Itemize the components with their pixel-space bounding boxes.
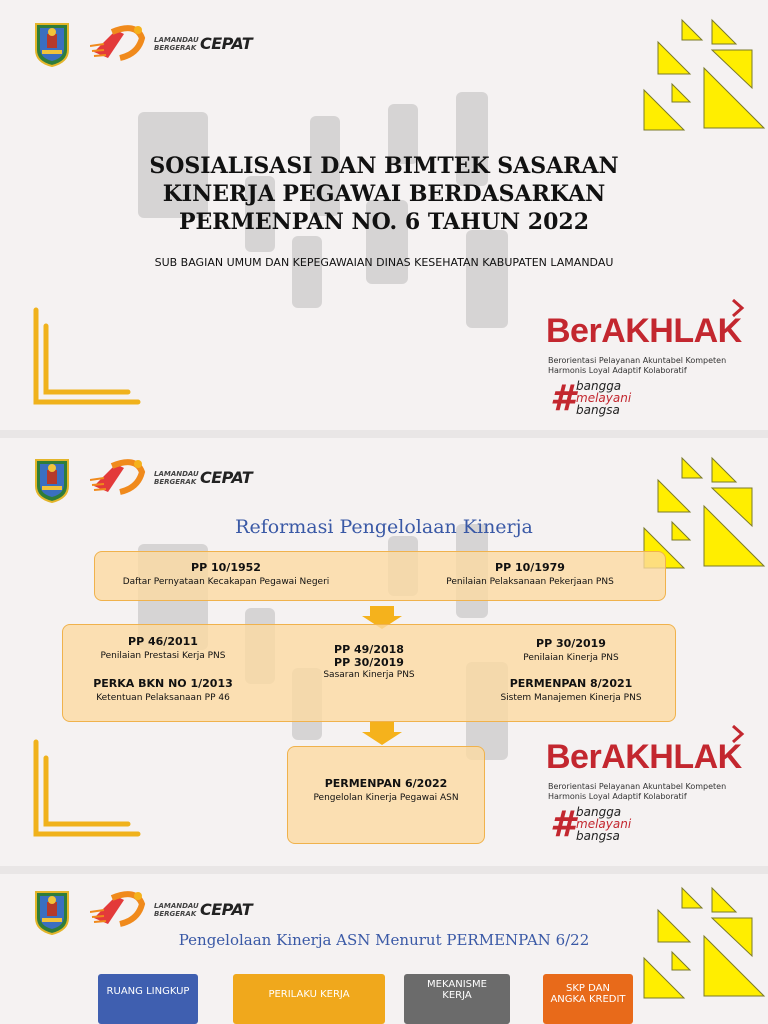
tagline-line1: Berorientasi Pelayanan Akuntabel Kompeten bbox=[548, 782, 727, 791]
regulation-number: PERKA BKN NO 1/2013 bbox=[93, 677, 233, 690]
slide2-title: Reformasi Pengelolaan Kinerja bbox=[235, 516, 533, 538]
logo-brand: CEPAT bbox=[200, 34, 253, 53]
slide-2 bbox=[0, 438, 768, 866]
logo-line1: LAMANDAU bbox=[154, 902, 199, 910]
berakhlak-word: BerAKHLAK bbox=[546, 738, 742, 776]
regulation-item bbox=[415, 561, 645, 587]
logo-text bbox=[154, 36, 199, 52]
logo-brand: CEPAT bbox=[200, 900, 253, 919]
berakhlak-word: BerAKHLAK bbox=[546, 312, 742, 350]
lamandau-emblem-icon bbox=[32, 456, 72, 504]
tab-perilaku-kerja[interactable] bbox=[233, 974, 385, 1024]
berakhlak-logo bbox=[546, 724, 746, 854]
logo-mark-icon bbox=[90, 24, 154, 64]
triangle-decoration-icon bbox=[640, 884, 768, 1024]
lamandau-cepat-logo bbox=[90, 24, 253, 60]
regulation-box-row2 bbox=[62, 624, 676, 722]
tab-label: SKP DAN bbox=[566, 983, 610, 994]
logo-mark-icon bbox=[90, 890, 154, 930]
logo-line2: BERGERAK bbox=[154, 478, 197, 486]
regulation-item bbox=[111, 561, 341, 587]
tagline-line2: Harmonis Loyal Adaptif Kolaboratif bbox=[548, 792, 687, 801]
lamandau-cepat-logo bbox=[90, 890, 253, 926]
bangga-melayani-bangsa bbox=[576, 806, 631, 842]
tab-label-line2: KERJA bbox=[442, 990, 472, 1001]
regulation-number: PP 10/1952 bbox=[191, 561, 261, 574]
down-arrow-icon bbox=[360, 722, 404, 746]
regulation-item bbox=[481, 677, 661, 703]
regulation-box-row1 bbox=[94, 551, 666, 601]
regulation-description: Penilaian Kinerja PNS bbox=[523, 653, 619, 663]
bangsa-text: bangsa bbox=[576, 403, 620, 417]
regulation-item bbox=[296, 777, 476, 803]
regulation-item bbox=[279, 643, 459, 680]
slide1-title-line2: KINERJA PEGAWAI BERDASARKAN bbox=[162, 181, 606, 207]
tab-mekanisme-kerja[interactable] bbox=[404, 974, 510, 1024]
slide-3 bbox=[0, 874, 768, 1024]
regulation-description: Daftar Pernyataan Kecakapan Pegawai Negeri bbox=[122, 577, 330, 587]
tab-label: RUANG LINGKUP bbox=[106, 986, 190, 997]
regulation-number: PERMENPAN 6/2022 bbox=[324, 777, 448, 790]
lamandau-emblem-icon bbox=[32, 20, 72, 68]
logo-brand: CEPAT bbox=[200, 468, 253, 487]
regulation-number: PERMENPAN 8/2021 bbox=[509, 677, 633, 690]
slide1-title-line1: SOSIALISASI DAN BIMTEK SASARAN bbox=[149, 153, 619, 179]
slide3-title: Pengelolaan Kinerja ASN Menurut PERMENPAN 6/22 bbox=[178, 931, 590, 949]
bracket-decoration-icon bbox=[30, 738, 150, 850]
melayani-text: melayani bbox=[576, 817, 632, 831]
triangle-decoration-icon bbox=[640, 16, 768, 140]
logo-line2: BERGERAK bbox=[154, 910, 197, 918]
melayani-text: melayani bbox=[576, 391, 632, 405]
slide-1 bbox=[0, 0, 768, 430]
slide1-subtitle: SUB BAGIAN UMUM DAN KEPEGAWAIAN DINAS KESEHATAN KABUPATEN LAMANDAU bbox=[154, 256, 614, 269]
bg-shape bbox=[466, 230, 508, 328]
lamandau-emblem-icon bbox=[32, 888, 72, 936]
regulation-description: Pengelolan Kinerja Pegawai ASN bbox=[313, 793, 459, 803]
regulation-description: Sistem Manajemen Kinerja PNS bbox=[500, 693, 642, 703]
regulation-description: Penilaian Pelaksanaan Pekerjaan PNS bbox=[446, 577, 614, 587]
tagline-line1: Berorientasi Pelayanan Akuntabel Kompeten bbox=[548, 356, 727, 365]
bracket-decoration-icon bbox=[30, 306, 150, 418]
regulation-description: Penilaian Prestasi Kerja PNS bbox=[100, 651, 226, 661]
tab-label-line2: ANGKA KREDIT bbox=[550, 994, 626, 1005]
logo-line1: LAMANDAU bbox=[154, 36, 199, 44]
bangga-text: bangga bbox=[576, 379, 622, 393]
logo-text bbox=[154, 902, 199, 918]
tab-ruang-lingkup[interactable] bbox=[98, 974, 198, 1024]
tab-skp-angka-kredit[interactable] bbox=[543, 974, 633, 1024]
slide1-title-line3: PERMENPAN NO. 6 TAHUN 2022 bbox=[178, 209, 590, 235]
berakhlak-logo bbox=[546, 298, 746, 428]
tagline-line2: Harmonis Loyal Adaptif Kolaboratif bbox=[548, 366, 687, 375]
regulation-box-row3 bbox=[287, 746, 485, 844]
regulation-number: PP 30/2019 bbox=[334, 656, 404, 669]
bg-shape bbox=[292, 236, 322, 308]
logo-line1: LAMANDAU bbox=[154, 470, 199, 478]
logo-mark-icon bbox=[90, 458, 154, 498]
regulation-description: Ketentuan Pelaksanaan PP 46 bbox=[96, 693, 230, 703]
tab-label: PERILAKU KERJA bbox=[268, 989, 350, 1000]
regulation-number: PP 49/2018 bbox=[334, 643, 404, 656]
regulation-item bbox=[73, 677, 253, 703]
bangga-text: bangga bbox=[576, 805, 622, 819]
bangsa-text: bangsa bbox=[576, 829, 620, 843]
hashtag-mark: # bbox=[550, 378, 576, 419]
berakhlak-tagline bbox=[548, 356, 726, 376]
logo-text bbox=[154, 470, 199, 486]
logo-line2: BERGERAK bbox=[154, 44, 197, 52]
berakhlak-tagline bbox=[548, 782, 726, 802]
regulation-number: PP 30/2019 bbox=[536, 637, 606, 650]
regulation-item bbox=[73, 635, 253, 661]
hashtag-mark: # bbox=[550, 804, 576, 845]
tab-label: MEKANISME bbox=[427, 979, 487, 990]
regulation-number: PP 46/2011 bbox=[128, 635, 198, 648]
regulation-description: Sasaran Kinerja PNS bbox=[323, 670, 415, 680]
regulation-number: PP 10/1979 bbox=[495, 561, 565, 574]
bangga-melayani-bangsa bbox=[576, 380, 631, 416]
slide1-title bbox=[100, 152, 668, 236]
lamandau-cepat-logo bbox=[90, 458, 253, 494]
regulation-item bbox=[481, 637, 661, 663]
